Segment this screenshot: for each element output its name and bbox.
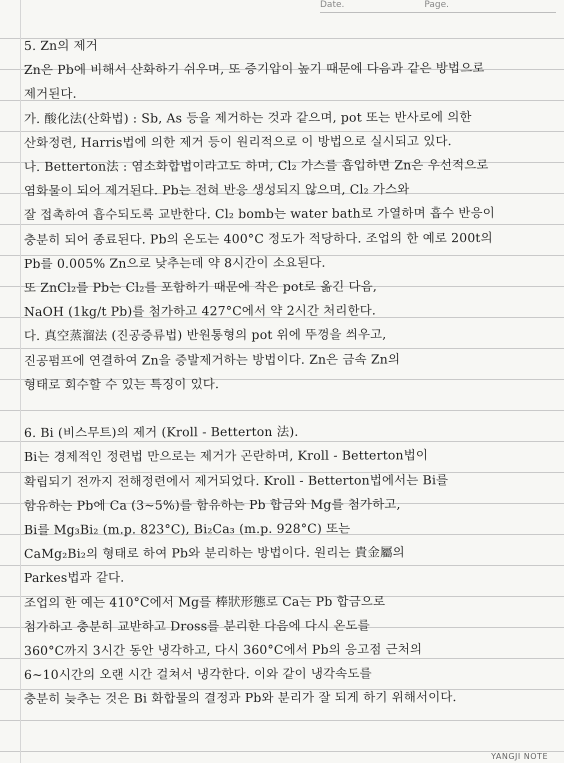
text-line: 함유하는 Pb에 Ca (3~5%)를 함유하는 Pb 합금와 Mg를 첨가하고, bbox=[23, 496, 401, 513]
page-label: Page. bbox=[424, 0, 450, 10]
text-line: 충분히 늦추는 것은 Bi 화합물의 결정과 Pb와 분리가 잘 되게 하기 위해서이다. bbox=[23, 689, 457, 707]
text-line: Bi를 Mg₃Bi₂ (m.p. 823°C), Bi₂Ca₃ (m.p. 928°C) 또는 bbox=[23, 520, 351, 537]
text-line: CaMg₂Bi₂의 형태로 하여 Pb와 분리하는 방법이다. 원리는 貴金屬의 bbox=[23, 544, 405, 562]
text-line: Bi는 경제적인 정련법 만으로는 제거가 곤란하며, Kroll - Betterton법이 bbox=[23, 447, 429, 465]
text-line: 형태로 회수할 수 있는 특징이 있다. bbox=[23, 375, 220, 392]
text-line: 확립되기 전까지 전해정련에서 제거되었다. Kroll - Betterton법에서는 Bi를 bbox=[23, 471, 449, 489]
text-line: Pb를 0.005% Zn으로 낮추는데 약 8시간이 소요된다. bbox=[23, 254, 326, 271]
text-line: 제거된다. bbox=[23, 86, 77, 102]
text-line bbox=[24, 397, 556, 417]
date-label: Date. bbox=[320, 0, 345, 10]
text-line: 잘 접촉하여 흡수되도록 교반한다. Cl₂ bomb는 water bath로 가열하며 흡수 반응이 bbox=[23, 205, 495, 223]
text-line: 6~10시간의 오랜 시간 걸쳐서 냉각한다. 이와 같이 냉각속도를 bbox=[23, 665, 372, 683]
text-line: 산화정련, Harris법에 의한 제거 등이 원리적으로 이 방법으로 실시되고 있다. bbox=[23, 132, 452, 150]
text-line: Zn은 Pb에 비해서 산화하기 쉬우며, 또 증기압이 높기 때문에 다음과 같은 방법으로 bbox=[23, 60, 485, 78]
text-line: 충분히 되어 종료된다. Pb의 온도는 400°C 정도가 적당하다. 조업의 한 예로 200t의 bbox=[23, 229, 493, 247]
text-line: 나. Betterton法 : 염소화합법이라고도 하며, Cl₂ 가스를 흡입하면 Zn은 우선적으로 bbox=[23, 156, 489, 175]
text-line: 다. 真空蒸溜法 (진공증류법) 반원통형의 pot 위에 뚜껑을 씌우고, bbox=[23, 326, 387, 344]
text-line: 5. Zn의 제거 bbox=[23, 37, 98, 54]
text-line: 6. Bi (비스무트)의 제거 (Kroll - Betterton 法). bbox=[23, 423, 299, 441]
notebook-brand: YANGJI NOTE bbox=[491, 752, 548, 761]
text-line: NaOH (1kg/t Pb)를 첨가하고 427°C에서 약 2시간 처리한다. bbox=[23, 302, 377, 320]
text-line: 360°C까지 3시간 동안 냉각하고, 다시 360°C에서 Pb의 응고점 근처의 bbox=[23, 641, 423, 658]
text-line: 가. 酸化法(산화법) : Sb, As 등을 제거하는 것과 같으며, pot 또는 반사로에 의한 bbox=[23, 108, 472, 126]
text-line: 진공펌프에 연결하여 Zn을 증발제거하는 방법이다. Zn은 금속 Zn의 bbox=[23, 350, 401, 368]
text-line: 또 ZnCl₂를 Pb는 Cl₂를 포함하기 때문에 작은 pot로 옮긴 다음, bbox=[23, 278, 378, 295]
text-line: 조업의 한 예는 410°C에서 Mg를 棒狀形態로 Ca는 Pb 합금으로 bbox=[23, 593, 386, 610]
text-line: Parkes법과 같다. bbox=[23, 569, 125, 586]
text-line: 염화물이 되어 제거된다. Pb는 전혀 반응 생성되지 않으며, Cl₂ 가스와 bbox=[23, 181, 410, 199]
text-line: 첨가하고 충분히 교반하고 Dross를 분리한 다음에 다시 온도를 bbox=[23, 617, 370, 634]
